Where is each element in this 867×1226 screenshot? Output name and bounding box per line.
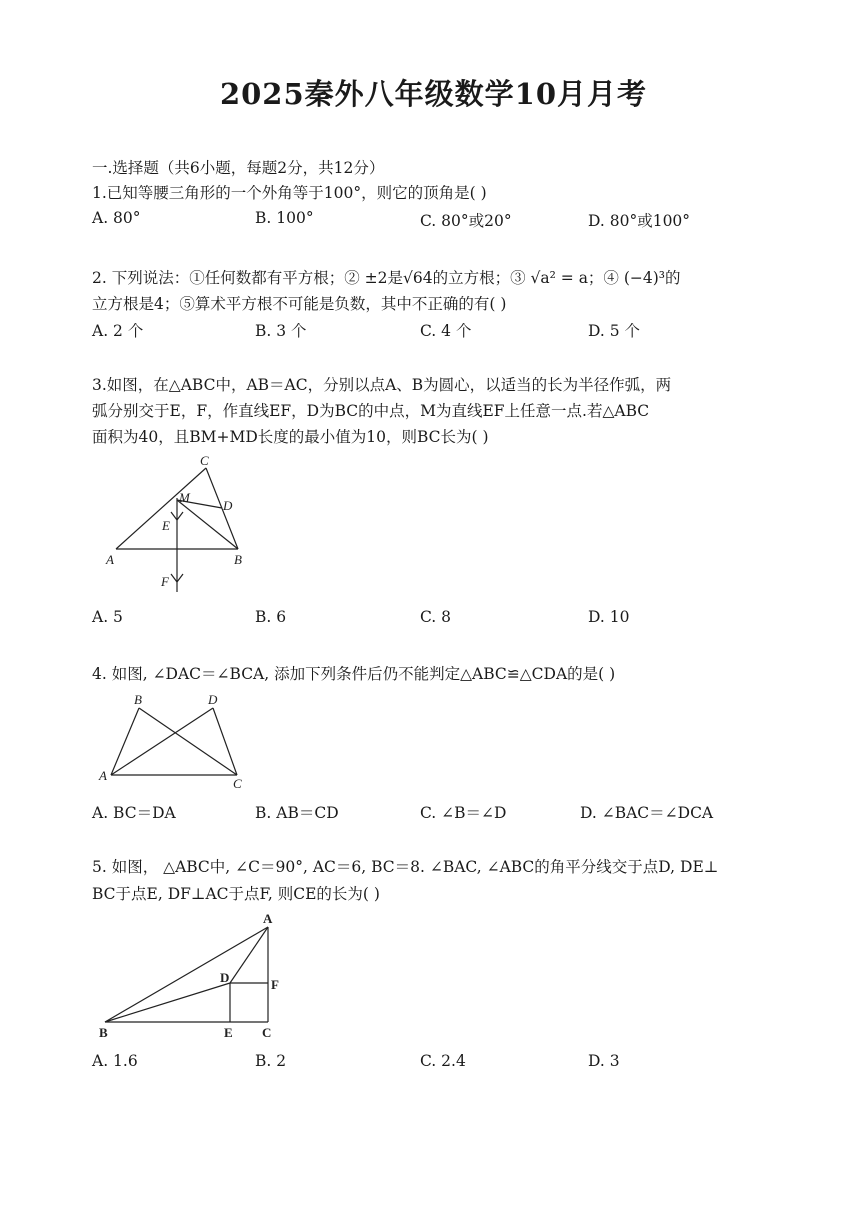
q3-option-c[interactable]: C. 8 [420, 608, 452, 626]
q4-label-c: C [233, 776, 242, 791]
q4-label-b: B [134, 692, 142, 707]
question-4-figure [95, 688, 255, 793]
question-2-line-1: 2. 下列说法：①任何数都有平方根；② ±2是√64的立方根；③ √a² = a；④ (−4)³的 [92, 269, 681, 287]
question-3-line-1: 3.如图，在△ABC中，AB＝AC，分别以点A、B为圆心，以适当的长为半径作弧，两 [92, 376, 672, 394]
q4-option-d[interactable]: D. ∠BAC＝∠DCA [580, 804, 714, 822]
q3-label-e: E [162, 518, 170, 533]
q5-label-f: F [271, 977, 279, 992]
question-5-line-1: 5. 如图， △ABC中, ∠C＝90°, AC＝6, BC＝8. ∠BAC, ∠ABC的角平分线交于点D, DE⊥ [92, 858, 719, 876]
q3-label-a: A [106, 552, 114, 567]
q4-label-a: A [99, 768, 107, 783]
q1-option-d[interactable]: D. 80°或100° [588, 212, 691, 230]
q5-label-b: B [99, 1025, 108, 1040]
q1-option-b[interactable]: B. 100° [255, 209, 314, 227]
q3-label-d: D [223, 498, 233, 513]
q2-option-a[interactable]: A. 2 个 [92, 322, 144, 340]
section-heading: 一.选择题（共6小题，每题2分，共12分） [92, 159, 385, 177]
question-3-line-2: 弧分别交于E，F，作直线EF，D为BC的中点，M为直线EF上任意一点.若△ABC [92, 402, 650, 420]
q5-option-b[interactable]: B. 2 [255, 1052, 287, 1070]
q4-option-c[interactable]: C. ∠B＝∠D [420, 804, 507, 822]
q4-label-d: D [208, 692, 218, 707]
q5-option-a[interactable]: A. 1.6 [92, 1052, 138, 1070]
question-2-line-2: 立方根是4；⑤算术平方根不可能是负数，其中不正确的有( ) [92, 295, 507, 313]
q1-option-a[interactable]: A. 80° [92, 209, 141, 227]
q3-option-d[interactable]: D. 10 [588, 608, 630, 626]
q5-label-d: D [220, 970, 230, 985]
q5-label-c: C [262, 1025, 272, 1040]
q2-option-c[interactable]: C. 4 个 [420, 322, 472, 340]
q4-option-b[interactable]: B. AB＝CD [255, 804, 339, 822]
q2-option-d[interactable]: D. 5 个 [588, 322, 641, 340]
question-4-text: 4. 如图, ∠DAC＝∠BCA, 添加下列条件后仍不能判定△ABC≌△CDA的是( ) [92, 665, 616, 683]
question-1-text: 1.已知等腰三角形的一个外角等于100°，则它的顶角是( ) [92, 184, 487, 202]
q3-label-c: C [200, 453, 209, 468]
q3-option-a[interactable]: A. 5 [92, 608, 123, 626]
page-title: 2025秦外八年级数学10月月考 [219, 77, 648, 111]
q3-label-f: F [161, 574, 169, 589]
q2-option-b[interactable]: B. 3 个 [255, 322, 307, 340]
q5-label-e: E [224, 1025, 233, 1040]
question-3-figure [100, 450, 260, 600]
question-5-line-2: BC于点E, DF⊥AC于点F, 则CE的长为( ) [92, 885, 380, 903]
q3-label-m: M [179, 490, 190, 505]
q4-option-a[interactable]: A. BC＝DA [92, 804, 176, 822]
q5-label-a: A [263, 911, 273, 926]
question-5-figure [95, 908, 295, 1043]
q5-option-d[interactable]: D. 3 [588, 1052, 620, 1070]
q1-option-c[interactable]: C. 80°或20° [420, 212, 512, 230]
question-3-line-3: 面积为40，且BM+MD长度的最小值为10，则BC长为( ) [92, 428, 489, 446]
q5-option-c[interactable]: C. 2.4 [420, 1052, 466, 1070]
q3-label-b: B [234, 552, 242, 567]
q3-option-b[interactable]: B. 6 [255, 608, 287, 626]
